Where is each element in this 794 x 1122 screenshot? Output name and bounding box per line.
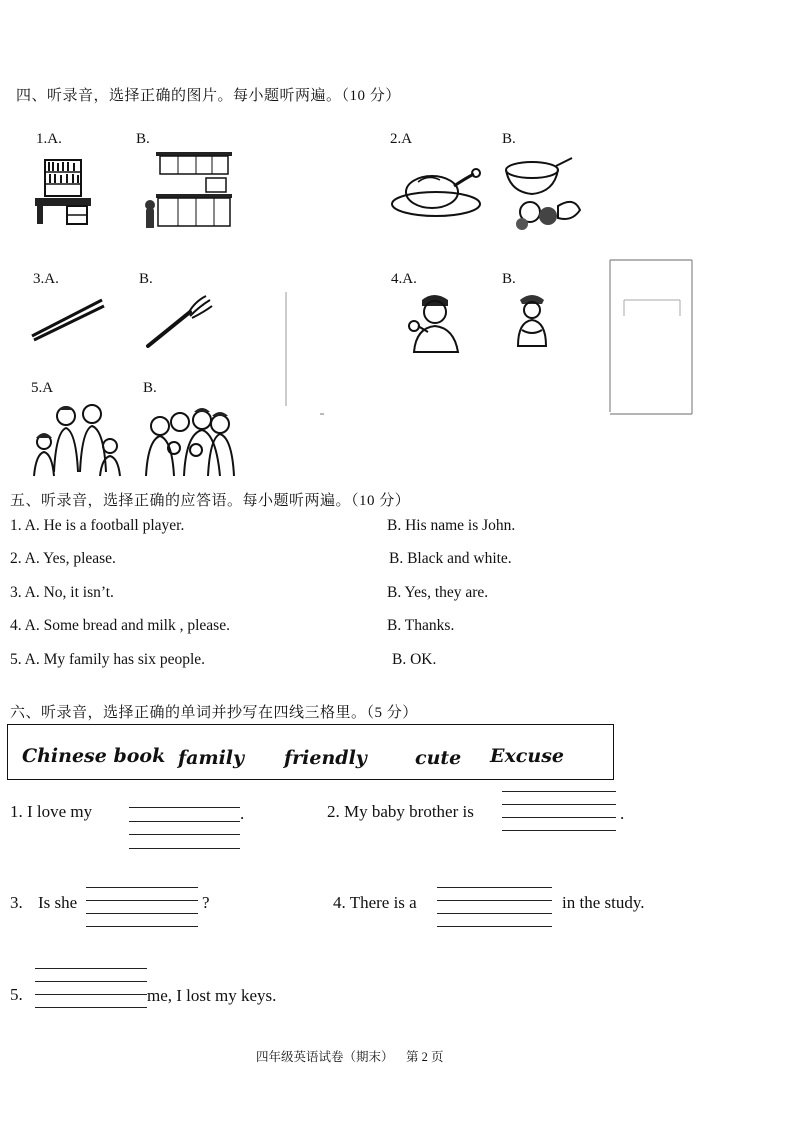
q6-3-number: 3. [10, 893, 23, 912]
q6-4-text: 4. There is a [333, 893, 417, 912]
fork-icon [144, 292, 216, 350]
q5-5-option-b: B. OK. [392, 651, 437, 668]
q6-2-text: 2. My baby brother is [327, 802, 474, 821]
q5-5-option-a: 5. A. My family has six people. [10, 651, 206, 668]
scan-artifact-frame [284, 232, 696, 416]
q6-3-text: Is she [38, 893, 78, 912]
q6-1-writing-lines[interactable] [129, 805, 240, 851]
item4-b-label: B. [502, 271, 516, 287]
item3-a-label: 3.A. [33, 271, 59, 287]
q5-4-option-a: 4. A. Some bread and milk , please. [10, 617, 230, 634]
q5-1-option-a: 1. A. He is a football player. [10, 517, 185, 534]
section6-title: 六、听录音，选择正确的单词并抄写在四线三格里。（5 分） [10, 705, 418, 721]
chopsticks-icon [30, 296, 106, 342]
word-excuse: Excuse [490, 745, 564, 767]
big-family-icon [140, 404, 236, 478]
item4-a-label: 4.A. [391, 271, 417, 287]
item5-a-label: 5.A [31, 380, 54, 396]
q6-5-writing-lines[interactable] [35, 966, 147, 1012]
item2-b-label: B. [502, 131, 516, 147]
q5-2-option-b: B. Black and white. [389, 550, 512, 567]
q6-2-end: . [620, 804, 625, 823]
q5-3-option-b: B. Yes, they are. [387, 584, 489, 601]
item1-b-label: B. [136, 131, 150, 147]
bookshelf-study-icon [33, 158, 93, 226]
page-footer: 四年级英语试卷（期末） 第 2 页 [256, 1050, 444, 1064]
word-bank-box [7, 724, 614, 780]
q6-4-end: in the study. [562, 893, 645, 912]
q5-1-option-b: B. His name is John. [387, 517, 516, 534]
item2-a-label: 2.A [390, 131, 413, 147]
word-family: family [178, 747, 245, 769]
small-family-icon [28, 402, 124, 478]
q5-4-option-b: B. Thanks. [387, 617, 455, 634]
q6-1-end: . [240, 804, 245, 823]
word-friendly: friendly [284, 747, 367, 769]
word-chinese-book: Chinese book [22, 745, 166, 767]
kitchen-icon [140, 150, 236, 230]
item5-b-label: B. [143, 380, 157, 396]
q6-3-end: ? [202, 893, 210, 912]
q6-3-writing-lines[interactable] [86, 885, 198, 931]
q6-1-text: 1. I love my [10, 802, 93, 821]
item1-a-label: 1.A. [36, 131, 62, 147]
q6-2-writing-lines[interactable] [502, 789, 616, 835]
q6-5-number: 5. [10, 985, 23, 1004]
word-cute: cute [415, 747, 462, 769]
soup-vegetables-icon [502, 156, 584, 232]
section4-title: 四、听录音，选择正确的图片。每小题听两遍。（10 分） [16, 88, 401, 104]
q6-5-text: me, I lost my keys. [147, 986, 277, 1005]
q5-3-option-a: 3. A. No, it isn’t. [10, 584, 114, 601]
item3-b-label: B. [139, 271, 153, 287]
roast-chicken-icon [388, 166, 484, 218]
q5-2-option-a: 2. A. Yes, please. [10, 550, 116, 567]
section5-title: 五、听录音，选择正确的应答语。每小题听两遍。（10 分） [10, 493, 411, 509]
q6-4-writing-lines[interactable] [437, 885, 552, 931]
